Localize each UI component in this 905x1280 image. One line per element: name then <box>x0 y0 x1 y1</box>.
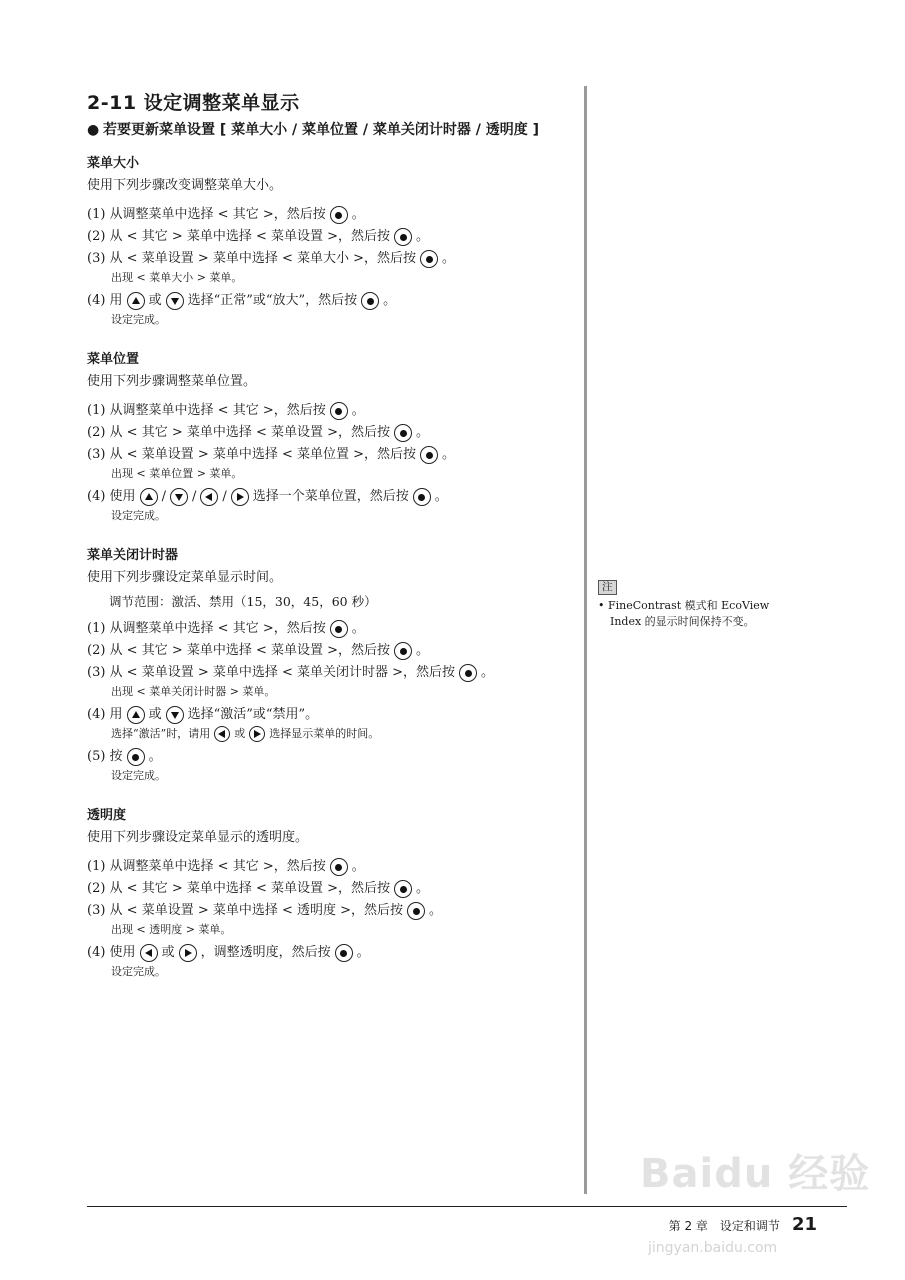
enter-button-icon <box>394 642 412 660</box>
footer-chapter: 第 2 章 设定和调节 <box>668 1219 780 1233</box>
up-button-icon <box>127 706 145 724</box>
transparency-step-3: (3) 从 < 菜单设置 > 菜单中选择 < 透明度 >，然后按 。 <box>87 903 443 918</box>
side-note-text: • FineContrast 模式和 EcoView Index 的显示时间保持不变。 <box>598 599 770 628</box>
transparency-step-3-note: 出现 < 透明度 > 菜单。 <box>111 923 232 936</box>
page-number: 21 <box>791 1214 817 1235</box>
menu-size-step-4: (4) 用 或 选择“正常”或“放大”，然后按 。 <box>87 293 397 308</box>
menu-timer-step-1: (1) 从调整菜单中选择 < 其它 >，然后按 。 <box>87 621 365 636</box>
down-button-icon <box>166 706 184 724</box>
left-button-icon <box>214 726 230 742</box>
menu-position-step-2: (2) 从 < 其它 > 菜单中选择 < 菜单设置 >，然后按 。 <box>87 425 430 440</box>
enter-button-icon <box>420 446 438 464</box>
left-button-icon <box>140 944 158 962</box>
enter-button-icon <box>330 858 348 876</box>
section-title: 2-11 设定调整菜单显示 <box>87 92 300 114</box>
transparency-step-4-note: 设定完成。 <box>111 965 166 978</box>
page-footer <box>669 1214 817 1235</box>
section-menu-size <box>87 154 577 328</box>
left-button-icon <box>200 488 218 506</box>
enter-button-icon <box>330 206 348 224</box>
menu-position-step-3-note: 出现 < 菜单位置 > 菜单。 <box>111 467 243 480</box>
menu-size-step-1: (1) 从调整菜单中选择 < 其它 >，然后按 。 <box>87 207 365 222</box>
enter-button-icon <box>330 402 348 420</box>
menu-position-intro: 使用下列步骤调整菜单位置。 <box>87 374 257 389</box>
watermark-url: jingyan.baidu.com <box>648 1240 778 1256</box>
note-tag: 注 <box>598 580 617 595</box>
section-menu-timer <box>87 546 577 784</box>
menu-size-title: 菜单大小 <box>87 156 140 171</box>
enter-button-icon <box>335 944 353 962</box>
vertical-divider <box>584 86 587 1194</box>
menu-position-step-4: (4) 使用 / / / 选择一个菜单位置，然后按 。 <box>87 489 448 504</box>
enter-button-icon <box>407 902 425 920</box>
menu-timer-step-5: (5) 按 。 <box>87 749 162 764</box>
up-button-icon <box>140 488 158 506</box>
enter-button-icon <box>420 250 438 268</box>
section-bullet: ● 若要更新菜单设置 [ 菜单大小 / 菜单位置 / 菜单关闭计时器 / 透明度 ] <box>87 119 577 142</box>
menu-timer-step-5-note: 设定完成。 <box>111 769 166 782</box>
menu-timer-step-2: (2) 从 < 其它 > 菜单中选择 < 菜单设置 >，然后按 。 <box>87 643 430 658</box>
right-button-icon <box>231 488 249 506</box>
footer-rule <box>87 1206 847 1207</box>
menu-timer-step-3-note: 出现 < 菜单关闭计时器 > 菜单。 <box>111 685 276 698</box>
bullet-dot-icon: ● <box>87 122 100 138</box>
menu-position-step-3: (3) 从 < 菜单设置 > 菜单中选择 < 菜单位置 >，然后按 。 <box>87 447 456 462</box>
enter-button-icon <box>127 748 145 766</box>
menu-size-step-3-note: 出现 < 菜单大小 > 菜单。 <box>111 271 243 284</box>
enter-button-icon <box>361 292 379 310</box>
transparency-step-4: (4) 使用 或 ，调整透明度，然后按 。 <box>87 945 370 960</box>
enter-button-icon <box>394 228 412 246</box>
menu-timer-step-3: (3) 从 < 菜单设置 > 菜单中选择 < 菜单关闭计时器 >，然后按 。 <box>87 665 495 680</box>
menu-size-step-3: (3) 从 < 菜单设置 > 菜单中选择 < 菜单大小 >，然后按 。 <box>87 251 456 266</box>
up-button-icon <box>127 292 145 310</box>
watermark-logo: Baidu 经验 <box>640 1151 871 1197</box>
right-button-icon <box>249 726 265 742</box>
menu-timer-step-4: (4) 用 或 选择“激活”或“禁用”。 <box>87 707 319 722</box>
section-menu-position <box>87 350 577 524</box>
side-note <box>598 575 798 630</box>
menu-position-step-4-note: 设定完成。 <box>111 509 166 522</box>
transparency-step-1: (1) 从调整菜单中选择 < 其它 >，然后按 。 <box>87 859 365 874</box>
menu-size-intro: 使用下列步骤改变调整菜单大小。 <box>87 178 283 193</box>
transparency-intro: 使用下列步骤设定菜单显示的透明度。 <box>87 830 309 845</box>
enter-button-icon <box>459 664 477 682</box>
enter-button-icon <box>394 880 412 898</box>
menu-position-step-1: (1) 从调整菜单中选择 < 其它 >，然后按 。 <box>87 403 365 418</box>
enter-button-icon <box>330 620 348 638</box>
menu-size-step-4-note: 设定完成。 <box>111 313 166 326</box>
transparency-title: 透明度 <box>87 808 127 823</box>
enter-button-icon <box>394 424 412 442</box>
menu-timer-step-4-note: 选择“激活”时，请用 或 选择显示菜单的时间。 <box>111 727 380 740</box>
right-button-icon <box>179 944 197 962</box>
down-button-icon <box>166 292 184 310</box>
menu-timer-intro: 使用下列步骤设定菜单显示时间。 <box>87 570 283 585</box>
transparency-step-2: (2) 从 < 其它 > 菜单中选择 < 菜单设置 >，然后按 。 <box>87 881 430 896</box>
menu-timer-title: 菜单关闭计时器 <box>87 548 179 563</box>
menu-size-step-2: (2) 从 < 其它 > 菜单中选择 < 菜单设置 >，然后按 。 <box>87 229 430 244</box>
main-content <box>87 88 577 1002</box>
section-transparency <box>87 806 577 980</box>
menu-timer-range: 调节范围：激活、禁用（15，30，45，60 秒） <box>109 594 377 609</box>
menu-position-title: 菜单位置 <box>87 352 140 367</box>
enter-button-icon <box>413 488 431 506</box>
down-button-icon <box>170 488 188 506</box>
